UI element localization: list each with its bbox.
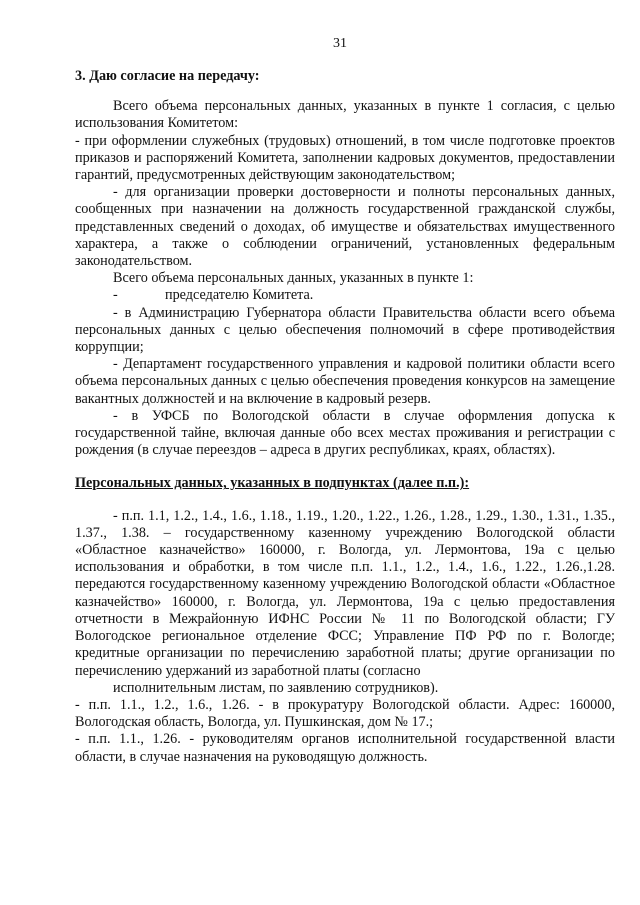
list-dash: - xyxy=(113,287,118,304)
page-number: 31 xyxy=(333,36,347,51)
paragraph: - для организации проверки достоверности и полноты персональных данных, сообщенных при назначении на должность государственной гражданской службы, представленных сведений о доходах, об имуществе и обязательствах имущественного характера, а также о соблюдении ограничений, установленных федеральным законодательством. xyxy=(75,184,615,270)
list-item-text: председателю Комитета. xyxy=(165,287,314,304)
list-item xyxy=(75,287,615,304)
paragraph: - Департамент государственного управления и кадровой политики области всего объема персональных данных с целью обеспечения проведения конкурсов на замещение вакантных должностей и на включение в кадровый резерв. xyxy=(75,356,615,407)
section-heading: 3. Даю согласие на передачу: xyxy=(75,68,260,84)
paragraph: Всего объема персональных данных, указанных в пункте 1: xyxy=(113,270,474,287)
paragraph: - п.п. 1.1., 1.2., 1.6., 1.26. - в прокуратуру Вологодской области. Адрес: 160000, Вологодская область, Вологда, ул. Пушкинская, дом № 17.; xyxy=(75,696,615,731)
paragraph: - п.п. 1.1, 1.2., 1.4., 1.6., 1.18., 1.19., 1.20., 1.22., 1.26., 1.28., 1.29., 1.30., 1.31., 1.35., 1.37., 1.38. – государственному казенному учреждению Вологодской области «Областное казначейство» 160000, г. Вологда, ул. Лермонтова, 19а с целью использования и обработки, в том числе п.п. 1.1., 1.2., 1.4., 1.6., 1.22., 1.26.,1.28. передаются государственному казенному учреждению Вологодской области «Областное казначейство» 160000, г. Вологда, ул. Лермонтова, 19а с целью предоставления отчетности в Межрайонную ИФНС России № 11 по Вологодской области; ГУ Вологодское региональное отделение ФСС; Управление ПФ РФ по г. Вологде; кредитные организации по перечислению заработной платы; другие организации по перечислению удержаний из заработной платы (согласно xyxy=(75,507,615,679)
paragraph: исполнительным листам, по заявлению сотрудников). xyxy=(113,679,439,696)
paragraph: - при оформлении служебных (трудовых) отношений, в том числе подготовке проектов приказов и распоряжений Комитета, заполнении кадровых документов, предоставлении гарантий, предусмотренных действующим законодательством; xyxy=(75,132,615,184)
paragraph: - в Администрацию Губернатора области Правительства области всего объема персональных данных с целью обеспечения полномочий в сфере противодействия коррупции; xyxy=(75,304,615,356)
paragraph: - п.п. 1.1., 1.26. - руководителям органов исполнительной государственной власти области, в случае назначения на руководящую должность. xyxy=(75,731,615,765)
paragraph: Всего объема персональных данных, указанных в пункте 1 согласия, с целью использования Комитетом: xyxy=(75,98,615,132)
subsection-heading: Персональных данных, указанных в подпунктах (далее п.п.): xyxy=(75,475,470,492)
paragraph: - в УФСБ по Вологодской области в случае оформления допуска к государственной тайне, включая данные обо всех местах проживания и регистрации с рождения (в случае переездов – адреса в других республиках, краях, областях). xyxy=(75,407,615,459)
document-body xyxy=(75,68,615,766)
